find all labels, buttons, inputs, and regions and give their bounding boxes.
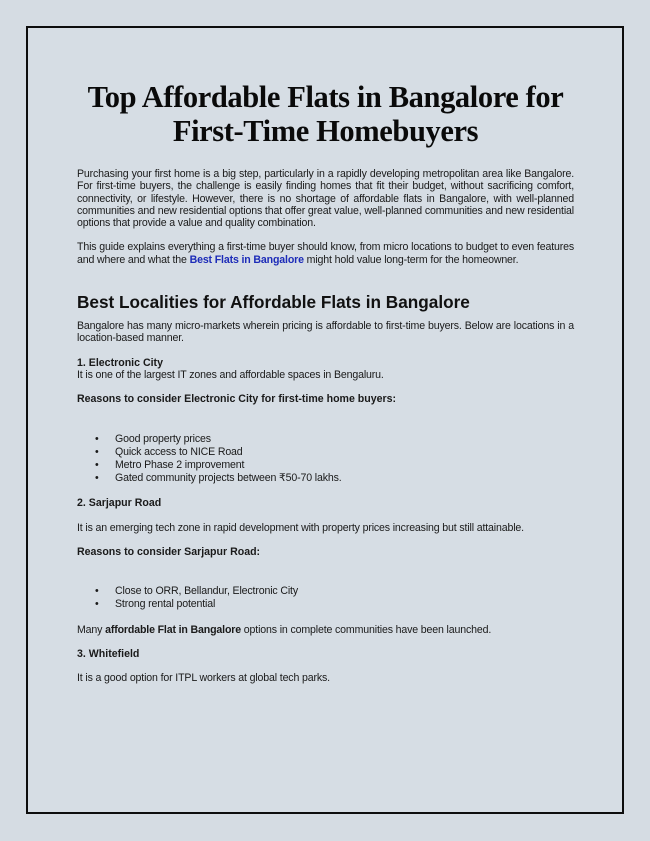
guide-text-after: might hold value long-term for the homeowner. (303, 253, 519, 266)
reasons-list-electronic-city (77, 433, 574, 486)
locality-description-whitefield: It is a good option for ITPL workers at global tech parks. (77, 672, 330, 685)
list-item (95, 598, 574, 611)
list-item-text: Good property prices (115, 432, 211, 445)
bullet-icon: • (95, 598, 99, 611)
reasons-heading-electronic-city: Reasons to consider Electronic City for first-time home buyers: (77, 393, 397, 406)
sarjapur-note (77, 624, 574, 636)
locality-heading-whitefield: 3. Whitefield (77, 647, 140, 660)
document-title (67, 80, 584, 148)
section-intro: Bangalore has many micro-markets wherein pricing is affordable to first-time buyers. Below are locations in a location-based manner. (77, 320, 574, 345)
bullet-icon: • (95, 472, 99, 485)
locality-heading-electronic-city: 1. Electronic City (77, 356, 163, 369)
section-heading: Best Localities for Affordable Flats in Bangalore (77, 292, 470, 313)
intro-paragraph: Purchasing your first home is a big step, particularly in a rapidly developing metropolitan area like Bangalore. For first-time buyers, the challenge is easily finding homes that fit their budget, without sacrificing comfort, connectivity, or lifestyle. However, there is no shortage of affordable flats in Bangalore, with well-planned communities and new residential options that offer great value, well-planned communities and new residential options that provide a value and quality combination. (77, 168, 574, 230)
list-item-text: Strong rental potential (115, 598, 216, 611)
note-text-before: Many (77, 623, 106, 636)
guide-paragraph (77, 241, 574, 266)
list-item-text: Close to ORR, Bellandur, Electronic City (115, 585, 298, 598)
list-item (95, 585, 574, 598)
reasons-list-sarjapur-road (77, 585, 574, 611)
list-item-text: Quick access to NICE Road (115, 445, 243, 458)
list-item-text: Metro Phase 2 improvement (115, 458, 245, 471)
title-line-1: Top Affordable Flats in Bangalore for (87, 80, 564, 114)
list-item-text: Gated community projects between ₹50-70 lakhs. (115, 472, 342, 485)
guide-text-before: This guide explains everything a first-time buyer should know, from micro locations to budget to even features and where and what the (77, 241, 574, 266)
document-body (77, 80, 574, 685)
locality-heading-sarjapur-road: 2. Sarjapur Road (77, 497, 162, 510)
list-item (95, 459, 574, 472)
note-text-after: options in complete communities have been launched. (241, 623, 492, 636)
affordable-flat-keyword: affordable Flat in Bangalore (105, 623, 242, 636)
best-flats-link[interactable]: Best Flats in Bangalore (189, 253, 304, 266)
list-item (95, 472, 574, 485)
bullet-icon: • (95, 432, 99, 445)
locality-description-sarjapur-road: It is an emerging tech zone in rapid development with property prices increasing but still attainable. (77, 521, 524, 534)
reasons-heading-sarjapur-road: Reasons to consider Sarjapur Road: (77, 545, 261, 558)
list-item (95, 433, 574, 446)
bullet-icon: • (95, 458, 99, 471)
list-item (95, 446, 574, 459)
bullet-icon: • (95, 445, 99, 458)
locality-description-electronic-city: It is one of the largest IT zones and affordable spaces in Bengaluru. (77, 368, 384, 381)
bullet-icon: • (95, 585, 99, 598)
title-line-2: First-Time Homebuyers (172, 114, 479, 148)
